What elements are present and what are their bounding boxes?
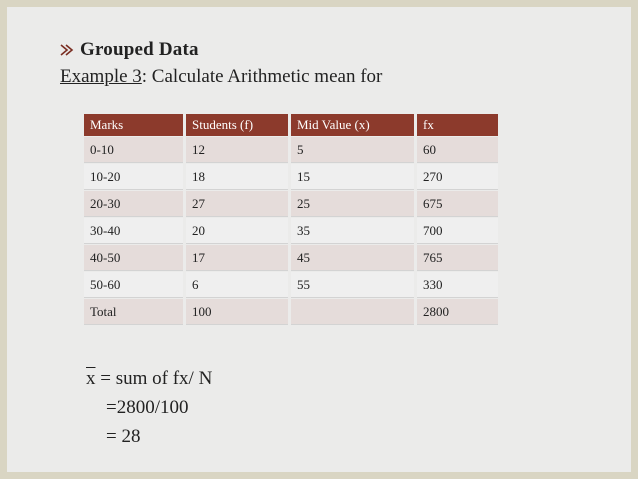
header-marks: Marks bbox=[84, 114, 183, 136]
formula-line-2: =2800/100 bbox=[106, 397, 189, 418]
bullet-arrow-icon bbox=[60, 43, 76, 57]
cell-mid-value: 55 bbox=[291, 272, 414, 298]
header-mid-value: Mid Value (x) bbox=[291, 114, 414, 136]
cell-students: 12 bbox=[186, 137, 288, 163]
table-total-row bbox=[84, 299, 498, 325]
formula-line-3: = 28 bbox=[106, 426, 141, 447]
cell-students: 17 bbox=[186, 245, 288, 271]
cell-marks: 30-40 bbox=[84, 218, 183, 244]
example-line bbox=[60, 66, 382, 88]
formula-line-1 bbox=[86, 364, 212, 393]
cell-total-students: 100 bbox=[186, 299, 288, 325]
frequency-table bbox=[81, 113, 501, 326]
cell-marks: 10-20 bbox=[84, 164, 183, 190]
table-row bbox=[84, 245, 498, 271]
cell-students: 20 bbox=[186, 218, 288, 244]
cell-marks: 0-10 bbox=[84, 137, 183, 163]
cell-total-mid-value bbox=[291, 299, 414, 325]
heading-line bbox=[60, 38, 199, 62]
cell-fx: 270 bbox=[417, 164, 498, 190]
heading-title: Grouped Data bbox=[80, 39, 199, 60]
table-row bbox=[84, 191, 498, 217]
table-row bbox=[84, 164, 498, 190]
cell-mid-value: 45 bbox=[291, 245, 414, 271]
table-row bbox=[84, 137, 498, 163]
cell-students: 18 bbox=[186, 164, 288, 190]
table-header-row bbox=[84, 114, 498, 136]
cell-fx: 330 bbox=[417, 272, 498, 298]
table-row bbox=[84, 272, 498, 298]
cell-marks: 40-50 bbox=[84, 245, 183, 271]
header-students: Students (f) bbox=[186, 114, 288, 136]
example-description: : Calculate Arithmetic mean for bbox=[141, 66, 383, 87]
cell-fx: 675 bbox=[417, 191, 498, 217]
cell-students: 6 bbox=[186, 272, 288, 298]
cell-mid-value: 35 bbox=[291, 218, 414, 244]
cell-students: 27 bbox=[186, 191, 288, 217]
cell-fx: 60 bbox=[417, 137, 498, 163]
cell-total-fx: 2800 bbox=[417, 299, 498, 325]
formula-block bbox=[86, 364, 212, 451]
formula-definition: = sum of fx/ N bbox=[95, 368, 213, 389]
header-fx: fx bbox=[417, 114, 498, 136]
example-label: Example 3 bbox=[60, 66, 142, 87]
cell-fx: 700 bbox=[417, 218, 498, 244]
cell-mid-value: 5 bbox=[291, 137, 414, 163]
cell-mid-value: 15 bbox=[291, 164, 414, 190]
cell-total-label: Total bbox=[84, 299, 183, 325]
cell-mid-value: 25 bbox=[291, 191, 414, 217]
table-row bbox=[84, 218, 498, 244]
cell-fx: 765 bbox=[417, 245, 498, 271]
x-bar-symbol: $\overline{x}$ bbox=[86, 368, 96, 389]
cell-marks: 50-60 bbox=[84, 272, 183, 298]
cell-marks: 20-30 bbox=[84, 191, 183, 217]
